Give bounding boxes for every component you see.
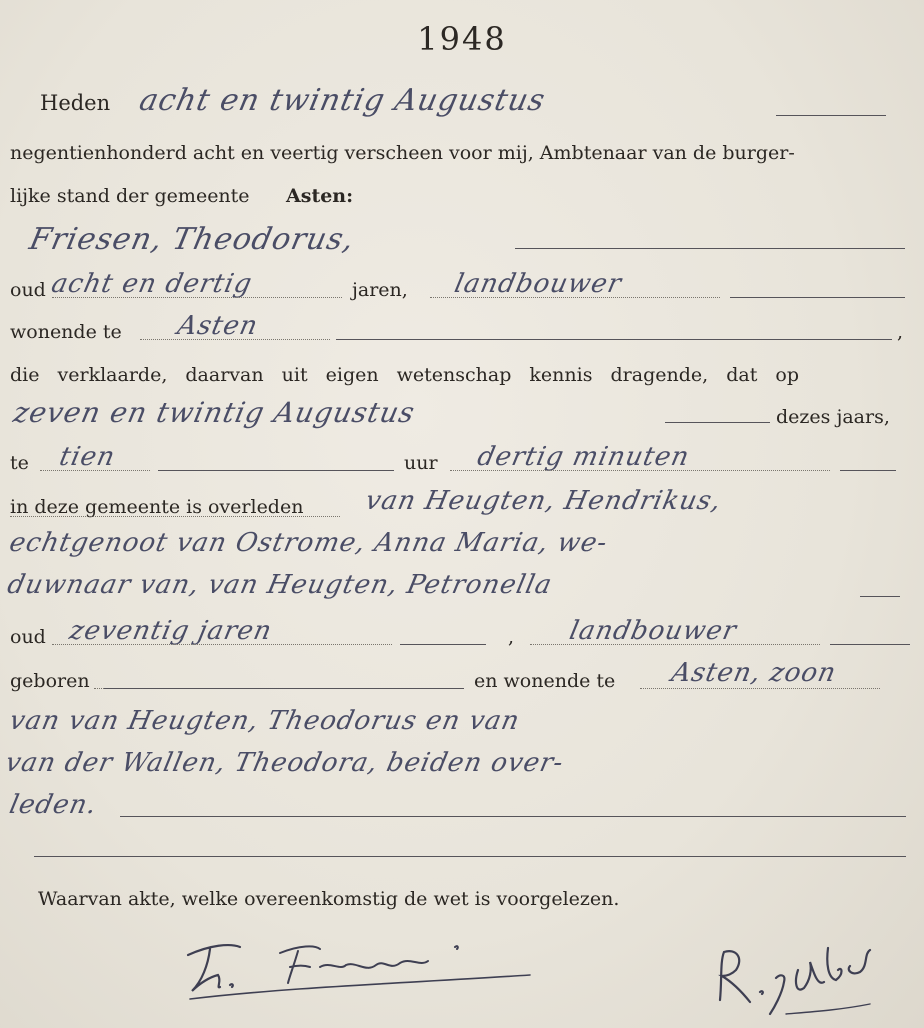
handwritten-occupation: landbouwer — [451, 269, 625, 299]
municipality-name: Asten: — [286, 185, 354, 207]
printed-text: negentienhonderd acht en veertig verscheen voor mij, Ambtenaar van de burger- — [10, 142, 795, 164]
comma: , — [508, 626, 515, 648]
handwritten-mother: van der Wallen, Theodora, beiden over- — [2, 748, 567, 778]
handwritten-spouse: echtgenoot van Ostrome, Anna Maria, we- — [6, 528, 611, 558]
fill-rule — [860, 596, 900, 597]
line-declarant-age — [0, 269, 924, 315]
label-geboren: geboren — [10, 670, 90, 692]
fill-rule — [730, 297, 905, 298]
handwritten-leden: leden. — [6, 790, 100, 820]
dotted-line — [40, 470, 150, 471]
line-municipality — [0, 183, 924, 223]
line-deceased-age — [0, 616, 924, 662]
comma: , — [897, 321, 904, 343]
line-birth — [0, 658, 924, 706]
handwritten-death-date: zeven en twintig Augustus — [10, 396, 419, 429]
handwritten-residence-son: Asten, zoon — [668, 658, 840, 688]
handwritten-residence: Asten — [174, 311, 261, 341]
label-wonende-te: wonende te — [10, 321, 122, 343]
handwritten-age: acht en dertig — [48, 269, 255, 299]
line-deceased-parents — [0, 790, 924, 834]
dotted-line — [52, 644, 392, 645]
dotted-line — [640, 688, 880, 689]
printed-text: die verklaarde, daarvan uit eigen wetenschap kennis dragende, dat op — [10, 364, 799, 386]
line-death-date — [0, 396, 924, 440]
label-en-wonende-te: en wonende te — [474, 670, 616, 692]
line-date — [0, 85, 924, 125]
fill-rule — [34, 856, 906, 857]
handwritten-hour: tien — [56, 442, 119, 472]
fill-rule — [840, 470, 896, 471]
handwritten-minutes: dertig minuten — [474, 442, 693, 472]
line-spouse — [0, 528, 924, 572]
handwritten-declarant: Friesen, Theodorus, — [26, 222, 358, 257]
handwritten-deceased-occupation: landbouwer — [566, 616, 740, 646]
line-deceased — [0, 486, 924, 530]
fill-rule — [776, 115, 886, 116]
line-residence — [0, 311, 924, 357]
label-uur: uur — [404, 452, 438, 474]
label-te: te — [10, 452, 29, 474]
label-oud: oud — [10, 279, 46, 301]
year-heading: 1948 — [417, 20, 507, 58]
fill-rule — [830, 644, 910, 645]
signature-right — [700, 930, 880, 1020]
fill-rule — [120, 816, 906, 817]
fill-rule — [665, 422, 770, 423]
handwritten-date: acht en twintig Augustus — [136, 83, 549, 118]
handwritten-deceased: van Heugten, Hendrikus, — [362, 486, 725, 516]
dotted-line — [430, 297, 720, 298]
label-heden: Heden — [40, 91, 111, 115]
label-dezes-jaars: dezes jaars, — [776, 406, 890, 428]
line-declarant-name — [0, 222, 924, 262]
line-year-text — [0, 140, 924, 180]
fill-rule — [515, 248, 905, 249]
dotted-line — [450, 470, 830, 471]
label-jaren: jaren, — [352, 279, 408, 301]
dotted-line — [530, 644, 820, 645]
dotted-line — [10, 516, 340, 517]
fill-rule — [336, 339, 892, 340]
closing-statement: Waarvan akte, welke overeenkomstig de wet is voorgelezen. — [38, 888, 620, 910]
line-widower — [0, 570, 924, 614]
label-oud: oud — [10, 626, 46, 648]
handwritten-father: van van Heugten, Theodorus en van — [6, 706, 523, 736]
line-mother — [0, 748, 924, 792]
dotted-line — [94, 688, 104, 689]
line-father — [0, 706, 924, 750]
fill-rule — [158, 470, 394, 471]
handwritten-widower: duwnaar van, van Heugten, Petronella — [4, 570, 556, 600]
line-death-time — [0, 442, 924, 488]
signature-left — [170, 925, 550, 1005]
handwritten-deceased-age: zeventig jaren — [66, 616, 275, 646]
label-overleden: in deze gemeente is overleden — [10, 496, 304, 518]
dotted-line — [52, 297, 342, 298]
fill-rule — [104, 688, 464, 689]
fill-rule — [400, 644, 486, 645]
printed-text: lijke stand der gemeente — [10, 185, 250, 207]
